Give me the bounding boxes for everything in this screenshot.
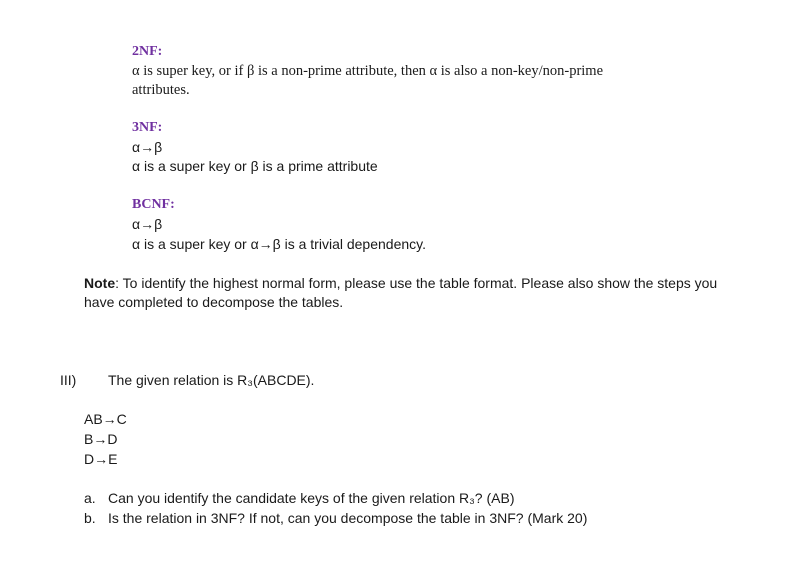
- note-text-line1: : To identify the highest normal form, please use the table format. Please also show the steps you: [115, 275, 718, 291]
- bcnf-dependency: α→β: [132, 216, 163, 232]
- dependency-1: AB→C: [84, 411, 127, 427]
- nf3-dependency: α→β: [132, 139, 163, 155]
- heading-2nf: 2NF:: [132, 44, 163, 59]
- dependency-2: B→D: [84, 431, 118, 447]
- nf2-definition-line2: attributes.: [132, 82, 190, 98]
- dependency-3: D→E: [84, 451, 118, 467]
- nf2-definition-line1: α is super key, or if β is a non-prime attribute, then α is also a non-key/non-prime: [132, 63, 604, 79]
- note-text-line2: have completed to decompose the tables.: [84, 294, 344, 310]
- heading-3nf: 3NF:: [132, 120, 163, 135]
- heading-bcnf: BCNF:: [132, 197, 175, 212]
- list-item-b-marker: b.: [84, 510, 96, 526]
- note-label: Note: [84, 275, 116, 291]
- question-intro: The given relation is R₃(ABCDE).: [108, 372, 315, 388]
- bcnf-rule: α is a super key or α→β is a trivial dependency.: [132, 236, 426, 252]
- note-line1: [84, 275, 717, 291]
- list-item-a-marker: a.: [84, 490, 96, 506]
- nf3-rule: α is a super key or β is a prime attribute: [132, 158, 378, 174]
- list-item-b-text: Is the relation in 3NF? If not, can you decompose the table in 3NF? (Mark 20): [108, 510, 588, 526]
- list-item-a-text: Can you identify the candidate keys of the given relation R₃? (AB): [108, 490, 515, 506]
- question-number: III): [60, 372, 77, 388]
